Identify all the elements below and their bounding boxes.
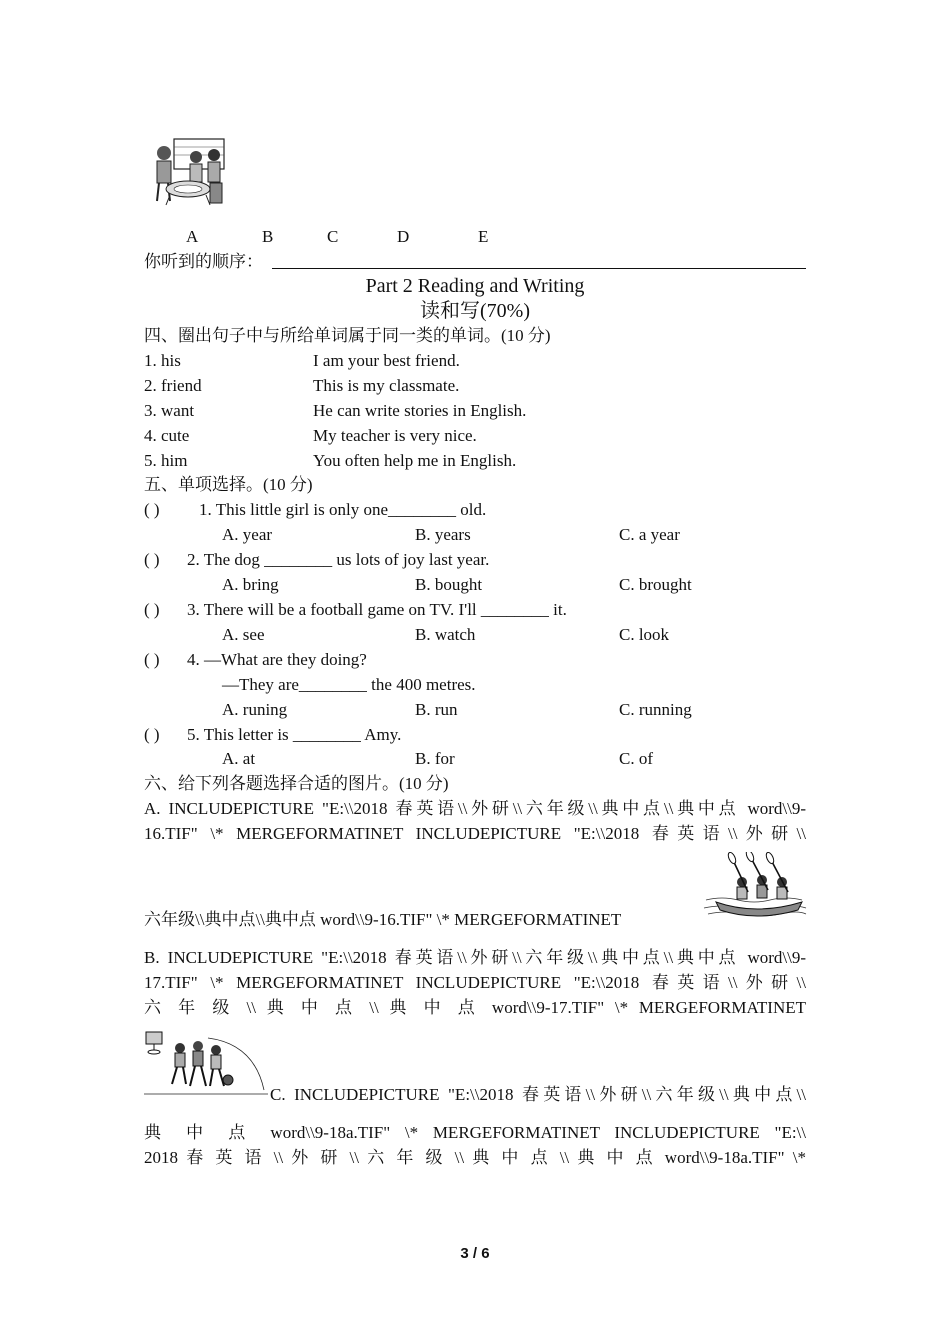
option-c[interactable]: C. of	[619, 749, 653, 768]
option-b[interactable]: B. run	[415, 700, 458, 719]
section4-word: 2. friend	[144, 376, 202, 395]
option-b[interactable]: B. watch	[415, 625, 476, 644]
page-number: 3 / 6	[460, 1245, 490, 1262]
option-a[interactable]: A. runing	[222, 700, 288, 719]
question-text: 1. This little girl is only one________ old.	[199, 500, 487, 519]
part2-title: Part 2 Reading and Writing	[365, 275, 585, 297]
listening-option-b: B	[262, 227, 274, 246]
option-a[interactable]: A. see	[222, 625, 265, 644]
field-code-text: C. INCLUDEPICTURE "E:\\2018 春英语\\外研\\六年级\\典中点\\	[270, 1085, 806, 1104]
option-c[interactable]: C. look	[619, 625, 670, 644]
option-b[interactable]: B. for	[415, 749, 455, 768]
field-code-text: 六年级\\典中点\\典中点 word\\9-16.TIF" \* MERGEFORMATINET	[144, 910, 622, 929]
listening-option-d: D	[397, 227, 410, 246]
option-a[interactable]: A. year	[222, 525, 273, 544]
question-text: 5. This letter is ________ Amy.	[187, 725, 402, 744]
option-b[interactable]: B. years	[415, 525, 471, 544]
section4-word: 3. want	[144, 401, 195, 420]
answer-parenthesis[interactable]: ( )	[144, 600, 160, 619]
question-text: 4. —What are they doing?	[187, 650, 367, 669]
field-code-text: 16.TIF" \* MERGEFORMATINET INCLUDEPICTURE "E:\\2018 春英语\\外研\\	[144, 824, 806, 843]
listening-option-a: A	[186, 227, 199, 246]
answer-parenthesis[interactable]: ( )	[144, 650, 160, 669]
section4-sentence[interactable]: He can write stories in English.	[313, 401, 527, 420]
listening-option-c: C	[327, 227, 339, 246]
basketball-illustration	[144, 1030, 268, 1100]
option-c[interactable]: C. brought	[619, 575, 692, 594]
section5-heading: 五、单项选择。(10 分)	[144, 475, 313, 494]
question-text-line2: —They are________ the 400 metres.	[222, 675, 476, 694]
section4-word: 5. him	[144, 451, 188, 470]
rowing-boat-illustration	[702, 852, 808, 922]
section4-sentence[interactable]: My teacher is very nice.	[313, 426, 477, 445]
field-code-text: 2018 春 英 语 \\ 外 研 \\ 六 年 级 \\ 典 中 点 \\ 典 中 点 word\\9-18a.TIF" \*	[144, 1148, 806, 1167]
order-label: 你听到的顺序：	[144, 252, 263, 271]
field-code-text: A. INCLUDEPICTURE "E:\\2018 春英语\\外研\\六年级\\典中点\\典中点 word\\9-	[144, 799, 806, 818]
section6-heading: 六、给下列各题选择合适的图片。(10 分)	[144, 774, 449, 793]
option-c[interactable]: C. a year	[619, 525, 680, 544]
field-code-text: 六 年 级 \\ 典 中 点 \\ 典 中 点 word\\9-17.TIF" \* MERGEFORMATINET	[144, 998, 806, 1017]
section4-word: 1. his	[144, 351, 181, 370]
order-answer-line[interactable]	[272, 268, 806, 269]
section4-sentence[interactable]: You often help me in English.	[313, 451, 517, 470]
field-code-text: 典 中 点 word\\9-18a.TIF" \* MERGEFORMATINET INCLUDEPICTURE "E:\\	[144, 1123, 806, 1142]
section4-sentence[interactable]: This is my classmate.	[313, 376, 460, 395]
option-a[interactable]: A. bring	[222, 575, 279, 594]
listening-illustration-classroom	[150, 137, 226, 207]
section4-word: 4. cute	[144, 426, 190, 445]
question-text: 3. There will be a football game on TV. I'll ________ it.	[187, 600, 567, 619]
field-code-text: B. INCLUDEPICTURE "E:\\2018 春英语\\外研\\六年级\\典中点\\典中点 word\\9-	[144, 948, 806, 967]
question-text: 2. The dog ________ us lots of joy last year.	[187, 550, 490, 569]
field-code-text: 17.TIF" \* MERGEFORMATINET INCLUDEPICTURE "E:\\2018 春英语\\外研\\	[144, 973, 806, 992]
answer-parenthesis[interactable]: ( )	[144, 725, 160, 744]
option-c[interactable]: C. running	[619, 700, 692, 719]
option-a[interactable]: A. at	[222, 749, 256, 768]
listening-option-e: E	[478, 227, 489, 246]
part2-subtitle: 读和写(70%)	[420, 300, 530, 322]
section4-sentence[interactable]: I am your best friend.	[313, 351, 460, 370]
answer-parenthesis[interactable]: ( )	[144, 500, 160, 519]
section4-heading: 四、圈出句子中与所给单词属于同一类的单词。(10 分)	[144, 326, 551, 345]
answer-parenthesis[interactable]: ( )	[144, 550, 160, 569]
option-b[interactable]: B. bought	[415, 575, 483, 594]
